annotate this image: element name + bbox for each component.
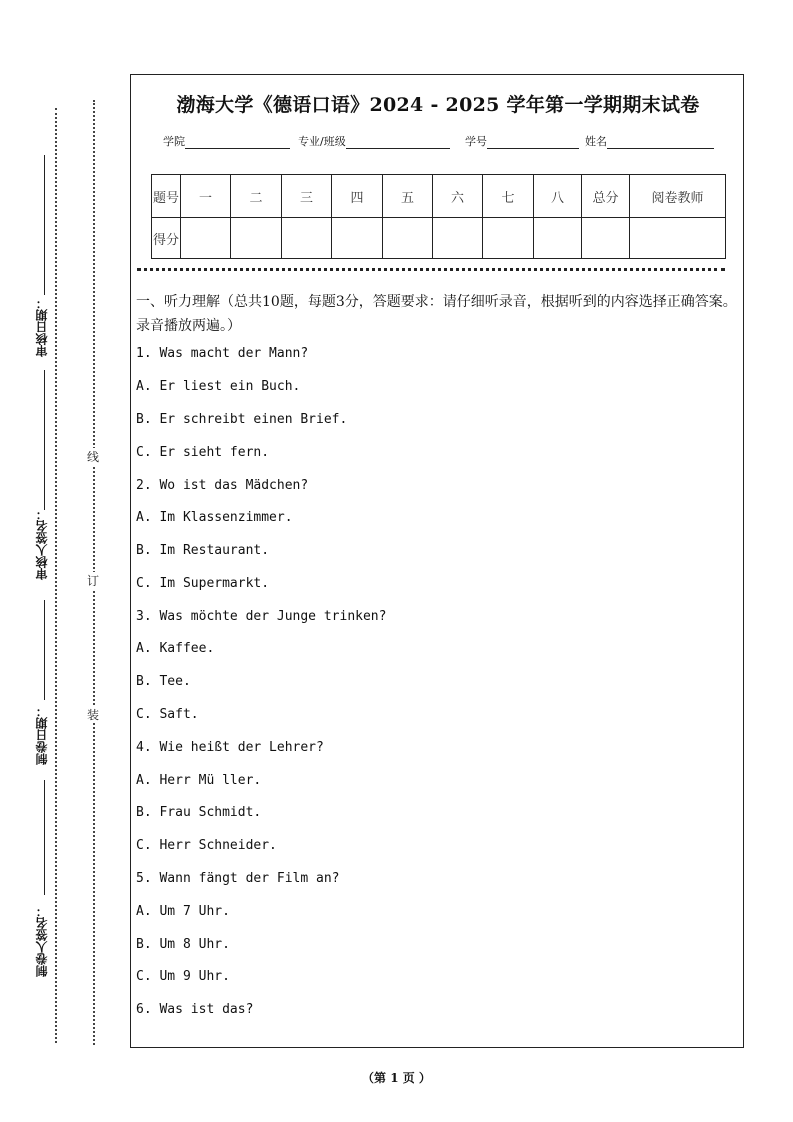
option-1c[interactable]: C. Er sieht fern.	[136, 445, 270, 460]
college-underline[interactable]	[185, 136, 290, 149]
reviewer-sign-line	[44, 370, 45, 510]
score-cell-6[interactable]	[433, 218, 483, 259]
question-2: 2. Wo ist das Mädchen?	[136, 478, 309, 493]
score-col-1: 一	[181, 175, 231, 218]
question-number-head: 题号	[152, 175, 181, 218]
score-col-8: 八	[534, 175, 582, 218]
reviewer-sign-label: 审核人签名：	[35, 508, 49, 580]
major-class-label: 专业/班级	[298, 135, 346, 148]
score-col-4: 四	[332, 175, 383, 218]
score-cell-1[interactable]	[181, 218, 231, 259]
binding-char-line: 线	[87, 450, 100, 464]
score-col-3: 三	[282, 175, 332, 218]
dotted-separator	[137, 268, 725, 271]
exam-title: 渤海大学《德语口语》2024 - 2025 学年第一学期期末试卷	[176, 94, 700, 116]
option-5b[interactable]: B. Um 8 Uhr.	[136, 937, 230, 952]
option-1b[interactable]: B. Er schreibt einen Brief.	[136, 412, 348, 427]
section-instruction: 一、听力理解（总共10题，每题3分，答题要求：请仔细听录音，根据听到的内容选择正确答案。录音播放两遍。）	[136, 294, 737, 334]
option-4a[interactable]: A. Herr Mü ller.	[136, 773, 262, 788]
maker-sign-label: 制卷人签名：	[35, 905, 49, 977]
binding-margin	[0, 0, 130, 1122]
score-col-5: 五	[383, 175, 433, 218]
option-3a[interactable]: A. Kaffee.	[136, 641, 215, 656]
page-number: （第 1 页 ）	[362, 1071, 431, 1085]
option-4b[interactable]: B. Frau Schmidt.	[136, 805, 262, 820]
option-2c[interactable]: C. Im Supermarkt.	[136, 576, 270, 591]
option-3b[interactable]: B. Tee.	[136, 674, 191, 689]
question-1: 1. Was macht der Mann?	[136, 346, 309, 361]
binding-dotted-line-outer	[55, 108, 57, 1043]
question-3: 3. Was möchte der Junge trinken?	[136, 609, 387, 624]
college-field[interactable]	[163, 133, 290, 149]
option-1a[interactable]: A. Er liest ein Buch.	[136, 379, 301, 394]
name-underline[interactable]	[607, 136, 714, 149]
question-6: 6. Was ist das?	[136, 1002, 254, 1017]
score-col-grader: 阅卷教师	[630, 175, 726, 218]
option-5a[interactable]: A. Um 7 Uhr.	[136, 904, 230, 919]
score-col-6: 六	[433, 175, 483, 218]
option-4c[interactable]: C. Herr Schneider.	[136, 838, 277, 853]
option-3c[interactable]: C. Saft.	[136, 707, 199, 722]
name-field[interactable]	[585, 133, 714, 149]
review-date-line	[44, 155, 45, 295]
section-listening	[136, 290, 740, 1017]
major-class-field[interactable]	[298, 133, 450, 149]
binding-char-order: 订	[87, 574, 100, 588]
student-id-field[interactable]	[465, 133, 579, 149]
major-class-underline[interactable]	[346, 136, 450, 149]
option-2b[interactable]: B. Im Restaurant.	[136, 543, 270, 558]
score-cell-8[interactable]	[534, 218, 582, 259]
name-label: 姓名	[585, 135, 607, 148]
score-cell-7[interactable]	[483, 218, 534, 259]
review-date-label: 审核日期：	[35, 297, 49, 357]
score-col-total: 总分	[582, 175, 630, 218]
question-5: 5. Wann fängt der Film an?	[136, 871, 340, 886]
score-table-header-row	[152, 175, 726, 218]
make-date-label: 制卷日期：	[35, 705, 49, 765]
maker-sign-line	[44, 780, 45, 895]
binding-char-bind: 装	[87, 708, 100, 722]
score-table-score-row	[152, 218, 726, 259]
score-cell-3[interactable]	[282, 218, 332, 259]
question-4: 4. Wie heißt der Lehrer?	[136, 740, 324, 755]
option-2a[interactable]: A. Im Klassenzimmer.	[136, 510, 293, 525]
option-5c[interactable]: C. Um 9 Uhr.	[136, 969, 230, 984]
score-cell-4[interactable]	[332, 218, 383, 259]
score-col-7: 七	[483, 175, 534, 218]
student-id-underline[interactable]	[487, 136, 579, 149]
student-id-label: 学号	[465, 135, 487, 148]
score-cell-2[interactable]	[231, 218, 282, 259]
make-date-line	[44, 600, 45, 700]
score-cell-total[interactable]	[582, 218, 630, 259]
score-head: 得分	[152, 218, 181, 259]
score-col-2: 二	[231, 175, 282, 218]
score-cell-grader[interactable]	[630, 218, 726, 259]
college-label: 学院	[163, 135, 185, 148]
score-cell-5[interactable]	[383, 218, 433, 259]
score-table	[151, 174, 726, 259]
exam-frame	[130, 74, 744, 1048]
